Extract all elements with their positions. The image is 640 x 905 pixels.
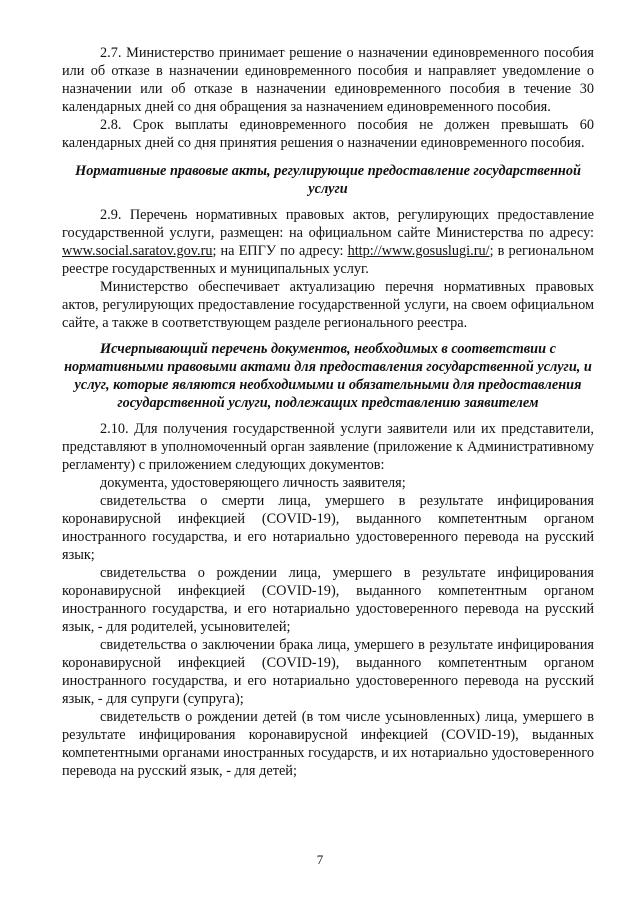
- paragraph-2-9-text-1: 2.9. Перечень нормативных правовых актов, регулирующих предоставление государственной услуги, размещен: на официальном сайте Министерства по адресу:: [62, 207, 594, 241]
- paragraph-2-9-text-2: ; на ЕПГУ по адресу:: [212, 243, 348, 259]
- document-page: [62, 44, 594, 780]
- list-item: свидетельства о заключении брака лица, умершего в результате инфицирования коронавирусной инфекцией (COVID-19), выданного компетентным органом иностранного государства, и его нотариально удостоверенного перевода на русский язык, - для супруги (супруга);: [62, 637, 594, 707]
- paragraph-2-7: 2.7. Министерство принимает решение о назначении единовременного пособия или об отказе в назначении единовременного пособия и направляет уведомление о назначении или об отказе в назначении единовременного пособия в течение 30 календарных дней со дня обращения за назначением единовременного пособия.: [62, 45, 594, 115]
- heading-required-documents: Исчерпывающий перечень документов, необходимых в соответствии с нормативными правовыми актами для предоставления государственной услуги, и услуг, которые являются необходимыми и обязательными для предоставления государственной услуги, подлежащих представлению заявителем: [64, 341, 592, 411]
- ministry-website-link[interactable]: www.social.saratov.gov.ru: [62, 243, 213, 259]
- heading-normative-acts: Нормативные правовые акты, регулирующие предоставление государственной услуги: [75, 163, 581, 197]
- paragraph-2-9-text-3: ; в региональном реестре государственных и муниципальных услуг.: [62, 243, 594, 277]
- list-item: свидетельства о рождении лица, умершего в результате инфицирования коронавирусной инфекцией (COVID-19), выданного компетентным органом иностранного государства, и его нотариально удостоверенного перевода на русский язык, - для родителей, усыновителей;: [62, 565, 594, 635]
- page-number: 7: [316, 852, 324, 867]
- paragraph-2-9: [62, 206, 594, 278]
- list-item: документа, удостоверяющего личность заявителя;: [100, 475, 406, 491]
- list-item: свидетельства о смерти лица, умершего в результате инфицирования коронавирусной инфекцией (COVID-19), выданного компетентным органом иностранного государства, и его нотариально удостоверенного перевода на русский язык;: [62, 493, 594, 563]
- paragraph-2-10: 2.10. Для получения государственной услуги заявители или их представители, представляют в уполномоченный орган заявление (приложение к Административному регламенту) с приложением следующих документов:: [62, 421, 594, 473]
- gosuslugi-link[interactable]: http://www.gosuslugi.ru/: [347, 243, 490, 259]
- list-item: свидетельств о рождении детей (в том числе усыновленных) лица, умершего в результате инфицирования коронавирусной инфекцией (COVID-19), выданных компетентными органами иностранных государств, и их нотариально удостоверенного перевода на русский язык, - для детей;: [62, 709, 594, 779]
- paragraph-2-8: 2.8. Срок выплаты единовременного пособия не должен превышать 60 календарных дней со дня принятия решения о назначении единовременного пособия.: [62, 117, 594, 151]
- paragraph-ministry-updates: Министерство обеспечивает актуализацию перечня нормативных правовых актов, регулирующих предоставление государственной услуги, на своем официальном сайте, а также в соответствующем разделе регионального реестра.: [62, 279, 594, 331]
